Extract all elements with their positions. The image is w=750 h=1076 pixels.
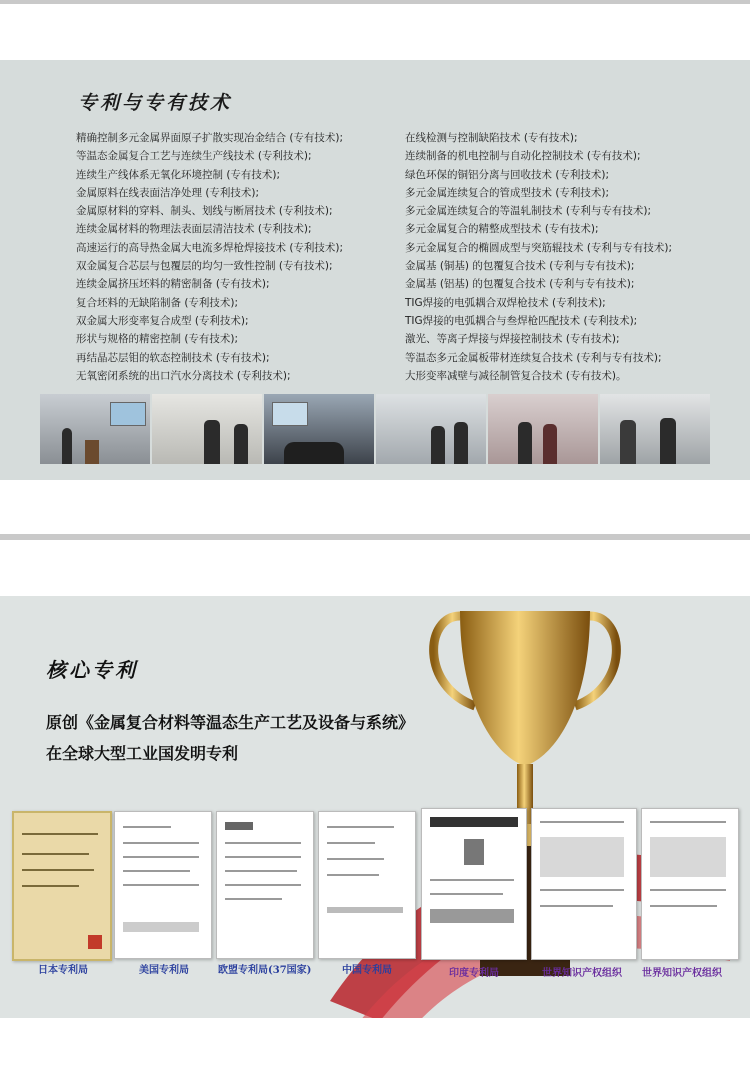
technology-item: 金属基 (铝基) 的包覆复合技术 (专利与专有技术); [405,278,635,291]
person-figure [660,418,676,464]
technology-item: 连续金属材料的物理法表面层清洁技术 (专利技术); [76,223,312,236]
technology-item: 高速运行的高导热金属大电流多焊枪焊接技术 (专利技术); [76,241,344,254]
certificate-wipo-1 [531,808,637,960]
technology-item: 连续生产线体系无氧化环境控制 (专有技术); [76,168,281,181]
technology-item: 等温态金属复合工艺与连续生产线技术 (专利技术); [76,150,312,163]
certificate-wipo-2 [641,808,739,960]
conference-photo [600,394,710,464]
certificate-japan [12,811,112,961]
audience [284,442,344,464]
technology-item: 双金属大形变率复合成型 (专利技术); [76,314,249,327]
label-japan-patent-office: 日本专利局 [38,965,88,976]
section-title-core-patents: 核心专利 [46,658,138,682]
presentation-screen [272,402,308,426]
person-figure [234,424,248,464]
left-technology-list [76,129,343,385]
technology-item: 绿色环保的铜铝分离与回收技术 (专利技术); [405,168,610,181]
technology-item: 金属原料在线表面洁净处理 (专利技术); [76,186,260,199]
section-divider [0,534,750,540]
technology-item: 大形变率减壁与减径制管复合技术 (专有技术)。 [405,369,627,382]
person-figure [431,426,445,464]
technology-item: 精确控制多元金属界面原子扩散实现冶金结合 (专有技术); [76,132,344,144]
presentation-screen [110,402,146,426]
technology-item: 等温态多元金属板带材连续复合技术 (专利与专有技术); [405,351,662,364]
conference-photo [40,394,150,464]
technology-item: 在线检测与控制缺陷技术 (专有技术); [405,132,578,144]
certificate-eu [216,811,314,959]
technology-item: 连续制备的机电控制与自动化控制技术 (专有技术); [405,150,641,163]
technology-item: 多元金属复合的椭圆成型与突筋辊技术 (专利与专有技术); [405,241,673,254]
technology-item: 金属原材料的穿料、制头、划线与断屑技术 (专利技术); [76,205,333,218]
person-figure [518,422,532,464]
label-us-patent-office: 美国专利局 [139,965,189,976]
technology-item: 金属基 (铜基) 的包覆复合技术 (专利与专有技术); [405,260,635,273]
person-figure [62,428,72,464]
technology-item: TIG焊接的电弧耦合与叁焊枪匹配技术 (专利技术); [405,314,638,327]
person-figure [204,420,220,464]
right-technology-list [405,129,672,385]
person-figure [543,424,557,464]
photo-strip [40,394,710,464]
certificate-usa [114,811,212,959]
conference-photo [264,394,374,464]
technology-item: 多元金属复合的精整成型技术 (专有技术); [405,223,599,236]
certificate-india [421,808,527,960]
technology-item: 双金属复合芯层与包覆层的均匀一致性控制 (专有技术); [76,260,333,273]
section-title-patents: 专利与专有技术 [78,92,233,114]
person-figure [620,420,636,464]
label-china-patent-office: 中国专利局 [342,965,392,976]
technology-item: 连续金属挤压坯料的精密制备 (专有技术); [76,278,270,291]
podium [85,440,99,464]
headline-global-patents: 在全球大型工业国发明专利 [46,744,239,763]
conference-photo [152,394,262,464]
label-wipo-1: 世界知识产权组织 [542,968,622,979]
person-figure [454,422,468,464]
certificate-china [318,811,416,959]
technology-item: 多元金属连续复合的等温轧制技术 (专利与专有技术); [405,205,652,218]
headline-original-patent: 原创《金属复合材料等温态生产工艺及设备与系统》 [46,713,415,732]
top-divider [0,0,750,4]
technology-item: TIG焊接的电弧耦合双焊枪技术 (专利技术); [405,296,606,309]
seal-stamp [88,935,102,949]
technology-item: 激光、等离子焊接与焊接控制技术 (专有技术); [405,333,620,346]
label-india-patent-office: 印度专利局 [449,968,499,979]
conference-photo [376,394,486,464]
label-wipo-2: 世界知识产权组织 [642,968,722,979]
technology-item: 形状与规格的精密控制 (专有技术); [76,333,239,346]
technology-item: 无氧密闭系统的出口汽水分离技术 (专利技术); [76,369,291,382]
conference-photo [488,394,598,464]
technology-item: 多元金属连续复合的管成型技术 (专利技术); [405,186,610,199]
technology-item: 复合坯料的无缺陷制备 (专利技术); [76,296,239,309]
technology-item: 再结晶芯层钼的软态控制技术 (专有技术); [76,351,270,364]
label-eu-patent-office: 欧盟专利局(37国家) [218,965,312,976]
